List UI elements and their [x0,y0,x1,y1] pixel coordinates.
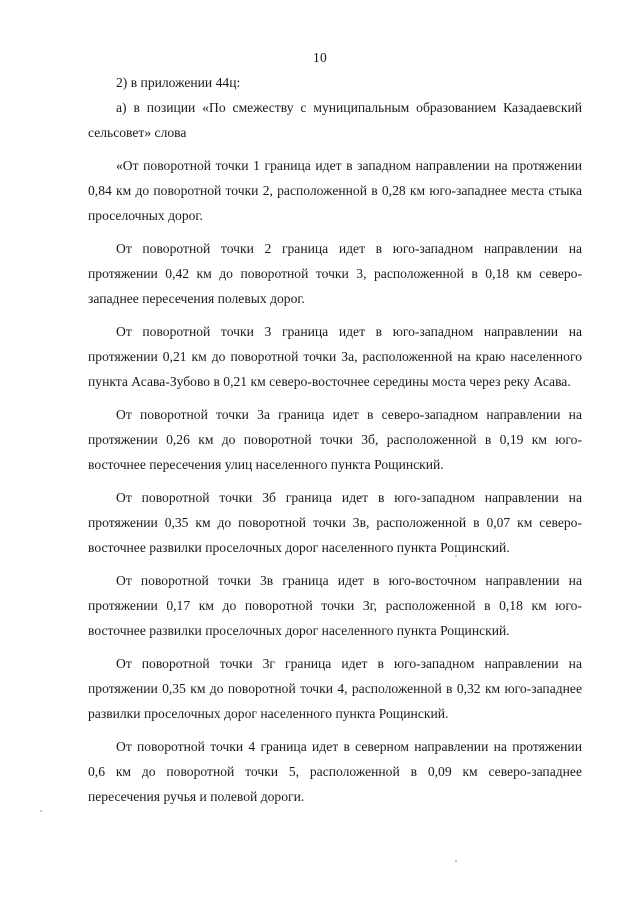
paragraph-point-3a: От поворотной точки 3а граница идет в северо-западном направлении на протяжении 0,26 км до поворотной точки 3б, расположенной в 0,19 км юго-восточнее пересечения улиц населенного пункта Рощинский. [88,407,582,472]
scan-speck [40,810,42,812]
paragraph-point-3b: От поворотной точки 3б граница идет в юго-западном направлении на протяжении 0,35 км до поворотной точки 3в, расположенной в 0,07 км северо-восточнее развилки проселочных дорог населенного пункта Рощинский. [88,490,582,555]
scan-speck [455,555,457,557]
paragraph-subitem-a: а) в позиции «По смежеству с муниципальным образованием Казадаевский сельсовет» слова [88,100,582,140]
page-number: 10 [313,50,327,65]
paragraph-point-3g: От поворотной точки 3г граница идет в юго-западном направлении на протяжении 0,35 км до поворотной точки 4, расположенной в 0,32 км юго-западнее развилки проселочных дорог населенного пункта Рощинский. [88,656,582,721]
paragraph-point-1: «От поворотной точки 1 граница идет в западном направлении на протяжении 0,84 км до поворотной точки 2, расположенной в 0,28 км юго-западнее места стыка проселочных дорог. [88,158,582,223]
paragraph-amendment-item: 2) в приложении 44ц: [116,75,241,90]
document-body [88,70,582,809]
scan-speck [455,860,457,862]
paragraph-point-3: От поворотной точки 3 граница идет в юго-западном направлении на протяжении 0,21 км до поворотной точки 3а, расположенной на краю населенного пункта Асава-Зубово в 0,21 км северо-восточнее середины моста через реку Асава. [88,324,582,389]
paragraph-point-2: От поворотной точки 2 граница идет в юго-западном направлении на протяжении 0,42 км до поворотной точки 3, расположенной в 0,18 км северо-западнее пересечения полевых дорог. [88,241,582,306]
paragraph-point-3v: От поворотной точки 3в граница идет в юго-восточном направлении на протяжении 0,17 км до поворотной точки 3г, расположенной в 0,18 км юго-восточнее развилки проселочных дорог населенного пункта Рощинский. [88,573,582,638]
paragraph-point-4: От поворотной точки 4 граница идет в северном направлении на протяжении 0,6 км до поворотной точки 5, расположенной в 0,09 км северо-западнее пересечения ручья и полевой дороги. [88,739,582,804]
